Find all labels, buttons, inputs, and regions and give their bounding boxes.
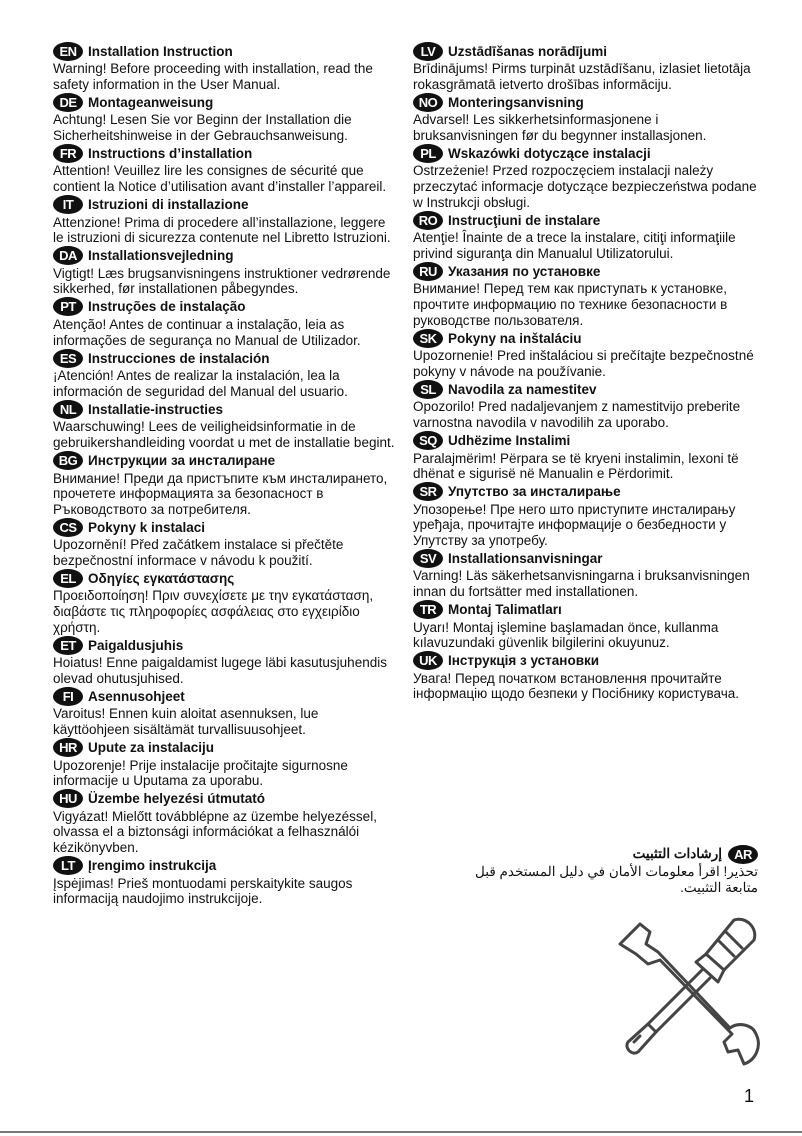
section-tr [413, 600, 758, 651]
section-text: Προειδοποίηση! Πριν συνεχίσετε με την εγκατάσταση, διαβάστε τις πληροφορίες ασφάλειας στο εγχειρίδιο χρήστη. [53, 588, 374, 635]
section-heading [413, 600, 758, 620]
language-badge: NO [413, 93, 443, 112]
section-heading [53, 297, 398, 317]
section-nl [53, 399, 398, 450]
section-heading [413, 651, 758, 671]
section-heading [413, 92, 758, 112]
section-title: إرشادات التثبيت [632, 846, 722, 861]
section-heading [53, 635, 398, 655]
language-badge: DE [53, 93, 83, 112]
section-pt [53, 297, 398, 348]
section-heading [413, 328, 758, 348]
language-badge: PL [413, 144, 443, 163]
left-column [53, 41, 398, 907]
section-heading [413, 41, 758, 61]
section-text: Внимание! Перед тем как приступать к установке, прочтите информацию по технике безопасности в руководстве пользователя. [413, 281, 728, 328]
language-badge: RO [413, 211, 443, 230]
section-title: Asennusohjeet [88, 688, 185, 704]
language-badge: DA [53, 246, 83, 265]
section-uk [413, 651, 758, 702]
language-badge: IT [53, 195, 83, 214]
footer-rule [0, 1131, 802, 1133]
section-text: تحذير! اقرأ معلومات الأمان في دليل المستخدم قبل متابعة التثبيت. [475, 864, 758, 895]
section-da [53, 246, 398, 297]
section-title: Упутство за инсталирање [448, 484, 621, 500]
section-text: Упозорење! Пре него што приступите инсталирању уређаја, прочитајте информације о безбедности у Упутству за употребу. [413, 501, 736, 548]
section-title: Įrengimo instrukcija [88, 858, 217, 874]
section-text: Ostrzeżenie! Przed rozpoczęciem instalacji należy przeczytać informacje dotyczące bezpieczeństwa podane w Instrukcji obsługi. [413, 163, 757, 210]
section-et [53, 635, 398, 686]
wrench-screwdriver-icon [606, 910, 768, 1072]
language-badge: SL [413, 380, 443, 399]
section-text: Внимание! Преди да пристъпите към инсталирането, прочетете информацията за безопасност в Ръководството за потребителя. [53, 470, 388, 517]
section-text: Upozorenje! Prije instalacije pročitajte sigurnosne informacije u Uputama za uporabu. [53, 757, 348, 789]
section-fr [53, 143, 398, 194]
section-lv [413, 41, 758, 92]
section-de [53, 92, 398, 143]
section-title: Paigaldusjuhis [88, 637, 184, 653]
section-title: Pokyny na inštaláciu [448, 330, 582, 346]
language-badge: AR [728, 845, 758, 864]
section-fi [53, 686, 398, 737]
section-title: Uzstādīšanas norādījumi [448, 43, 608, 59]
section-hr [53, 738, 398, 789]
section-heading [53, 92, 398, 112]
section-heading [53, 143, 398, 163]
section-text: Brīdinājums! Pirms turpināt uzstādīšanu, izlasiet lietotāja rokasgrāmatā ietverto drošības informāciju. [413, 61, 751, 92]
section-title: Οδηγίες εγκατάστασης [88, 570, 235, 586]
language-badge: SV [413, 549, 443, 568]
section-text: Varoitus! Ennen kuin aloitat asennuksen, lue käyttöohjeen sisältämät turvallisuusohjeet. [53, 706, 319, 738]
section-text: Įspėjimas! Prieš montuodami perskaitykite saugos informaciją naudojimo instrukcijoje. [53, 875, 353, 907]
language-badge: ES [53, 349, 83, 368]
section-text: Atenção! Antes de continuar a instalação, leia as informações de segurança no Manual de Utilizador. [53, 316, 361, 348]
language-badge: SQ [413, 431, 443, 450]
section-es [53, 348, 398, 399]
section-title: Installation Instruction [88, 43, 233, 59]
section-heading [53, 568, 398, 588]
section-title: Istruzioni di installazione [88, 197, 249, 213]
section-pl [413, 143, 758, 210]
section-title: Instrucţiuni de instalare [448, 212, 601, 228]
section-text: Achtung! Lesen Sie vor Beginn der Installation die Sicherheitshinweise in der Gebrauchsanweisung. [53, 112, 352, 143]
section-bg [53, 451, 398, 518]
language-badge: CS [53, 518, 83, 537]
section-heading [53, 41, 398, 61]
section-title: Инструкции за инсталиране [88, 453, 276, 468]
section-text: Advarsel! Les sikkerhetsinformasjonene i bruksanvisningen før du begynner installasjonen. [413, 112, 707, 143]
page-number: 1 [744, 1086, 755, 1106]
section-lt [53, 856, 398, 907]
section-title: Pokyny k instalaci [88, 519, 206, 535]
section-text: Waarschuwing! Lees de veiligheidsinformatie in de gebruikershandleiding voordat u met de installatie begint. [53, 419, 395, 450]
section-text: Varning! Läs säkerhetsanvisningarna i bruksanvisningen innan du fortsätter med installationen. [413, 568, 750, 600]
section-title: Instructions d’installation [88, 145, 253, 161]
section-sk [413, 328, 758, 379]
section-title: Installationsvejledning [88, 248, 234, 264]
section-title: Wskazówki dotyczące instalacji [448, 145, 651, 161]
section-text: Увага! Перед початком встановлення прочитайте інформацію щодо безпеки у Посібнику користувача. [413, 670, 739, 702]
section-heading [53, 738, 398, 758]
section-title: Monteringsanvisning [448, 94, 584, 110]
section-heading [53, 517, 398, 537]
section-text: Opozorilo! Pred nadaljevanjem z namestitvijo preberite varnostna navodila v navodilih za uporabo. [413, 399, 741, 430]
section-title: Installatie-instructies [88, 401, 224, 417]
section-text: Vigtigt! Læs brugsanvisningens instruktioner vedrørende sikkerhed, før installationen påbegyndes. [53, 265, 391, 297]
section-heading [413, 261, 758, 281]
section-text: Hoiatus! Enne paigaldamist lugege läbi kasutusjuhendis olevad ohutusjuhised. [53, 655, 387, 686]
language-badge: EN [53, 42, 83, 61]
section-heading [413, 548, 758, 568]
language-badge: NL [53, 400, 83, 419]
section-sv [413, 548, 758, 599]
section-ru [413, 261, 758, 328]
section-title: Montageanweisung [88, 94, 214, 110]
section-heading [413, 210, 758, 230]
section-text: Upozornenie! Pred inštaláciou si prečítajte bezpečnostné pokyny v návode na používanie. [413, 348, 754, 379]
section-text: ¡Atención! Antes de realizar la instalación, lea la información de seguridad del Manual del usuario. [53, 368, 348, 399]
language-badge: LV [413, 42, 443, 61]
language-badge: LT [53, 856, 83, 875]
language-badge: SR [413, 482, 443, 501]
section-text: Atenţie! Înainte de a trece la instalare, citiţi informaţiile privind siguranţa din Manualul Utilizatorului. [413, 230, 736, 261]
section-heading [53, 246, 398, 266]
section-ar [455, 844, 758, 895]
section-heading [413, 431, 758, 451]
section-sl [413, 379, 758, 430]
language-badge: FI [53, 687, 83, 706]
section-title: Montaj Talimatları [448, 602, 562, 618]
section-heading [53, 451, 398, 471]
section-text: Upozornění! Před začátkem instalace si přečtěte bezpečnostní informace v návodu k použití. [53, 537, 344, 568]
language-badge: HU [53, 789, 83, 808]
section-text: Uyarı! Montaj işlemine başlamadan önce, kullanma kılavuzundaki güvenlik bilgilerini okuyunuz. [413, 619, 719, 651]
language-badge: HR [53, 738, 83, 757]
language-badge: ET [53, 636, 83, 655]
language-badge: UK [413, 651, 443, 670]
section-title: Upute za instalaciju [88, 740, 215, 756]
section-text: Paralajmërim! Përpara se të kryeni instalimin, lexoni të dhënat e sigurisë në Manualin e Përdorimit. [413, 450, 739, 482]
language-badge: BG [53, 451, 83, 470]
language-badge: RU [413, 262, 443, 281]
section-en [53, 41, 398, 92]
section-sq [413, 431, 758, 482]
section-title: Navodila za namestitev [448, 381, 597, 397]
section-title: Інструкція з установки [448, 653, 600, 669]
section-hu [53, 789, 398, 856]
section-text: Warning! Before proceeding with installation, read the safety information in the User Manual. [53, 61, 373, 92]
section-heading [413, 482, 758, 502]
section-heading [53, 686, 398, 706]
right-column [413, 41, 758, 702]
language-badge: EL [53, 569, 83, 588]
section-text: Attenzione! Prima di procedere all’installazione, leggere le istruzioni di sicurezza contenute nel Libretto Istruzioni. [53, 214, 391, 246]
section-title: Üzembe helyezési útmutató [88, 791, 266, 807]
language-badge: SK [413, 329, 443, 348]
section-heading [53, 789, 398, 809]
section-el [53, 568, 398, 635]
section-ro [413, 210, 758, 261]
section-sr [413, 482, 758, 549]
section-text: Vigyázat! Mielőtt továbblépne az üzembe helyezéssel, olvassa el a biztonsági információkat a felhasználói kézikönyvben. [53, 808, 377, 855]
section-text: Attention! Veuillez lire les consignes de sécurité que contient la Notice d’utilisation avant d’installer l’appareil. [53, 163, 387, 194]
section-heading [53, 195, 398, 215]
section-heading [53, 856, 398, 876]
section-title: Udhëzime Instalimi [448, 433, 571, 448]
section-title: Instrucciones de instalación [88, 350, 270, 366]
section-it [53, 195, 398, 246]
language-badge: PT [53, 297, 83, 316]
section-title: Указания по установке [448, 263, 601, 279]
language-badge: TR [413, 600, 443, 619]
section-heading [413, 379, 758, 399]
section-heading [413, 143, 758, 163]
section-heading [53, 399, 398, 419]
section-heading [455, 844, 758, 864]
section-heading [53, 348, 398, 368]
language-badge: FR [53, 144, 83, 163]
section-title: Installationsanvisningar [448, 550, 603, 566]
section-cs [53, 517, 398, 568]
section-title: Instruções de instalação [88, 299, 246, 315]
section-no [413, 92, 758, 143]
